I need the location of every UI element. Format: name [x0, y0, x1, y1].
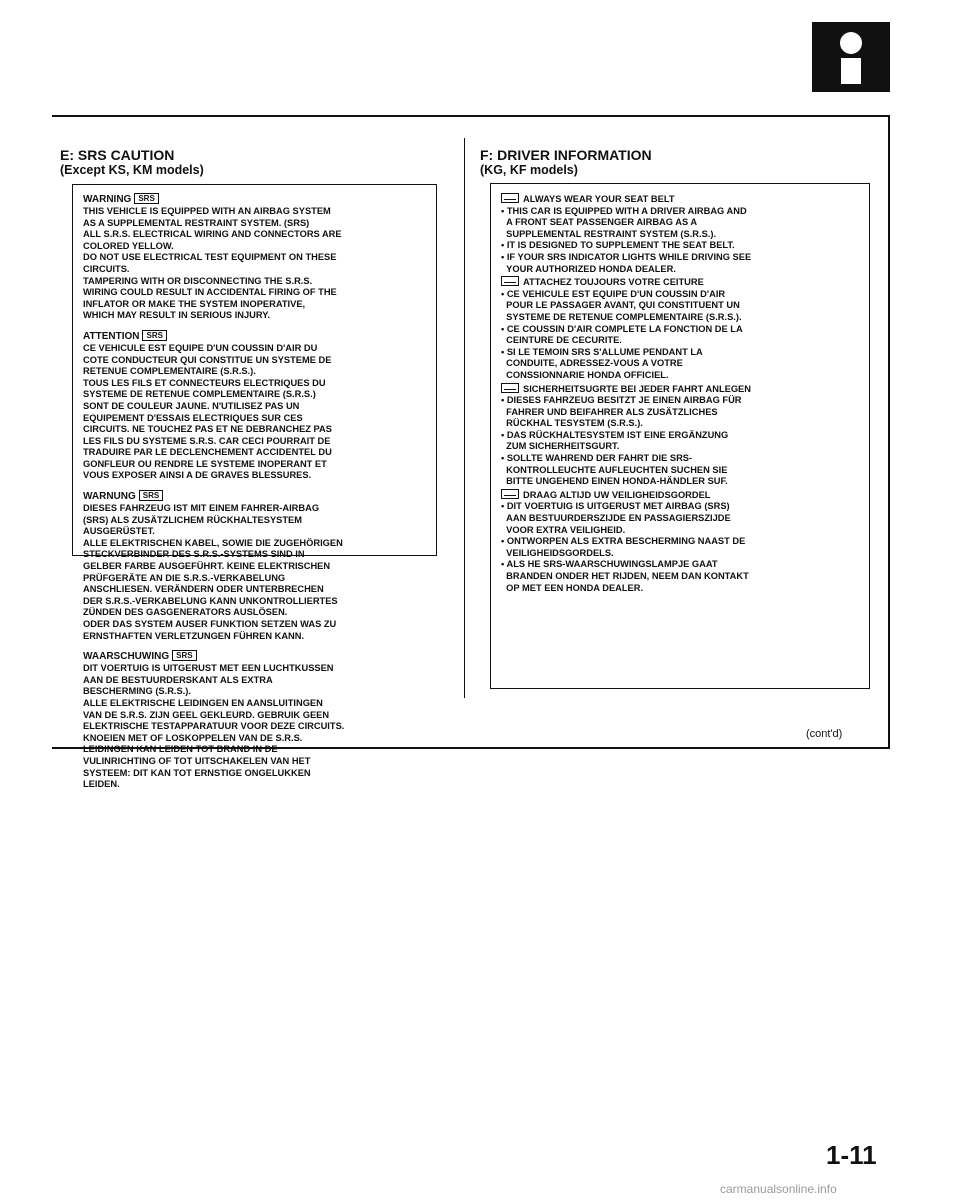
caution-line: STECKVERBINDER DES S.R.S.-SYSTEMS SIND IN	[83, 549, 305, 560]
caution-line: ZÜNDEN DES GASGENERATORS AUSLÖSEN.	[83, 607, 288, 618]
caution-block-title: WARNUNG SRS	[83, 490, 428, 503]
caution-line: BESCHERMING (S.R.S.).	[83, 686, 191, 697]
info-line: KONTROLLEUCHTE AUFLEUCHTEN SUCHEN SIE	[501, 464, 728, 475]
info-line: VOOR EXTRA VEILIGHEID.	[501, 524, 626, 535]
info-line: • CE VEHICULE EST EQUIPE D'UN COUSSIN D'AIR	[501, 288, 726, 299]
caution-line: AS A SUPPLEMENTAL RESTRAINT SYSTEM. (SRS)	[83, 217, 310, 228]
caution-line: ALLE ELEKTRISCHE LEIDINGEN EN AANSLUITINGEN	[83, 697, 323, 708]
info-line: CONDUITE, ADRESSEZ-VOUS A VOTRE	[501, 358, 683, 369]
caution-block-english	[83, 193, 428, 322]
info-line: • IT IS DESIGNED TO SUPPLEMENT THE SEAT BELT.	[501, 240, 735, 251]
caution-block-german	[83, 490, 428, 642]
section-f-heading	[480, 148, 652, 178]
srs-label-icon: SRS	[134, 193, 158, 204]
caution-line: RETENUE COMPLEMENTAIRE (S.R.S.).	[83, 366, 256, 377]
srs-caution-box	[72, 184, 437, 790]
caution-line: WIRING COULD RESULT IN ACCIDENTAL FIRING OF THE	[83, 287, 337, 298]
caution-line: DIT VOERTUIG IS UITGERUST MET EEN LUCHTKUSSEN	[83, 663, 334, 674]
caution-line: ODER DAS SYSTEM AUSER FUNKTION SETZEN WAS ZU	[83, 619, 337, 629]
info-line: • IF YOUR SRS INDICATOR LIGHTS WHILE DRIVING SEE	[501, 251, 752, 262]
info-icon-stem	[841, 58, 861, 84]
info-line: SUPPLEMENTAL RESTRAINT SYSTEM (S.R.S.).	[501, 228, 717, 239]
info-line: • SOLLTE WAHREND DER FAHRT DIE SRS-	[501, 453, 693, 464]
info-line: SYSTEME DE RETENUE COMPLEMENTAIRE (S.R.S.).	[501, 311, 742, 322]
caution-line: WHICH MAY RESULT IN SERIOUS INJURY.	[83, 310, 270, 321]
info-line: YOUR AUTHORIZED HONDA DEALER.	[501, 263, 676, 274]
info-line: FAHRER UND BEIFAHRER ALS ZUSÄTZLICHES	[501, 406, 718, 417]
caution-line: TOUS LES FILS ET CONNECTEURS ELECTRIQUES DU	[83, 377, 326, 388]
info-line: RÜCKHAL TESYSTEM (S.R.S.).	[501, 418, 643, 429]
caution-line: KNOEIEN MET OF LOSKOPPELEN VAN DE S.R.S.	[83, 732, 303, 743]
srs-label-icon: SRS	[172, 650, 196, 661]
info-line: • SI LE TEMOIN SRS S'ALLUME PENDANT LA	[501, 346, 703, 357]
caution-line: ALL S.R.S. ELECTRICAL WIRING AND CONNECTORS ARE	[83, 229, 342, 240]
info-line: • DIT VOERTUIG IS UITGERUST MET AIRBAG (SRS)	[501, 501, 730, 512]
info-group-title: DRAAG ALTIJD UW VEILIGHEIDSGORDEL	[501, 489, 861, 502]
info-line: BITTE UNGEHEND EINEN HONDA-HÄNDLER SUF.	[501, 476, 728, 487]
info-line: CEINTURE DE CECURITE.	[501, 335, 622, 346]
driver-information-box	[490, 183, 870, 689]
info-line: OP MET EEN HONDA DEALER.	[501, 582, 644, 593]
info-line: ZUM SICHERHEITSGURT.	[501, 441, 620, 452]
caution-line: CIRCUITS. NE TOUCHEZ PAS ET NE DEBRANCHEZ PAS	[83, 424, 332, 435]
section-e-subtitle: (Except KS, KM models)	[60, 163, 204, 177]
frame-right-rule	[888, 115, 890, 748]
caution-line: SYSTEME DE RETENUE COMPLEMENTAIRE (S.R.S.)	[83, 389, 316, 400]
section-f-subtitle: (KG, KF models)	[480, 163, 578, 177]
caution-line: PRÜFGERÄTE AN DIE S.R.S.-VERKABELUNG	[83, 572, 286, 583]
caution-line: LEIDINGEN KAN LEIDEN TOT BRAND IN DE	[83, 744, 278, 755]
continued-label: (cont'd)	[806, 728, 843, 740]
info-group-title: ATTACHEZ TOUJOURS VOTRE CEITURE	[501, 276, 861, 289]
caution-line: ALLE ELEKTRISCHEN KABEL, SOWIE DIE ZUGEHÖRIGEN	[83, 537, 343, 548]
section-e-title: E: SRS CAUTION	[60, 147, 175, 163]
caution-line: VULINRICHTING OF TOT UITSCHAKELEN VAN HET	[83, 755, 311, 766]
caution-line: THIS VEHICLE IS EQUIPPED WITH AN AIRBAG SYSTEM	[83, 206, 331, 216]
srs-label-icon: SRS	[142, 330, 166, 341]
caution-line: LES FILS DU SYSTEME S.R.S. CAR CECI POURRAIT DE	[83, 435, 331, 446]
section-e-heading	[60, 148, 204, 178]
caution-line: TAMPERING WITH OR DISCONNECTING THE S.R.S.	[83, 275, 313, 286]
info-line: BRANDEN ONDER HET RIJDEN, NEEM DAN KONTAKT	[501, 571, 749, 581]
caution-line: TRADUIRE PAR LE DECLENCHEMENT ACCIDENTEL DU	[83, 447, 332, 458]
watermark: carmanualsonline.info	[720, 1182, 837, 1196]
caution-block-title: ATTENTION SRS	[83, 330, 428, 343]
caution-line: DER S.R.S.-VERKABELUNG KANN UNKONTROLLIERTES	[83, 595, 338, 606]
caution-line: DO NOT USE ELECTRICAL TEST EQUIPMENT ON THESE	[83, 252, 337, 263]
caution-line: CE VEHICULE EST EQUIPE D'UN COUSSIN D'AIR DU	[83, 342, 318, 353]
caution-line: COTE CONDUCTEUR QUI CONSTITUE UN SYSTEME DE	[83, 354, 332, 365]
srs-airbag-icon	[501, 489, 519, 499]
srs-airbag-icon	[501, 383, 519, 393]
caution-line: CIRCUITS.	[83, 263, 130, 274]
caution-line: ELEKTRISCHE TESTAPPARATUUR VOOR DEZE CIRCUITS.	[83, 721, 345, 732]
info-line: VEILIGHEIDSGORDELS.	[501, 547, 614, 558]
info-group-title: SICHERHEITSUGRTE BEI JEDER FAHRT ANLEGEN	[501, 383, 861, 396]
info-icon	[812, 22, 890, 92]
caution-line: EQUIPEMENT D'ESSAIS ELECTRIQUES SUR CES	[83, 412, 303, 423]
caution-line: VAN DE S.R.S. ZIJN GEEL GEKLEURD. GEBRUIK GEEN	[83, 709, 330, 720]
caution-block-dutch	[83, 650, 428, 791]
caution-line: INFLATOR OR MAKE THE SYSTEM INOPERATIVE,	[83, 298, 306, 309]
frame-top-rule	[52, 115, 890, 117]
srs-label-icon: SRS	[139, 490, 163, 501]
section-f-title: F: DRIVER INFORMATION	[480, 147, 652, 163]
caution-line: ERNSTHAFTEN VERLETZUNGEN FÜHREN KANN.	[83, 630, 305, 641]
info-icon-dot	[840, 32, 862, 54]
info-line: CONSSIONNARIE HONDA OFFICIEL.	[501, 369, 669, 380]
column-divider	[464, 138, 465, 698]
caution-line: AUSGERÜSTET.	[83, 526, 155, 537]
caution-line: ANSCHLIESEN. VERÄNDERN ODER UNTERBRECHEN	[83, 584, 324, 595]
caution-block-title: WARNING SRS	[83, 193, 428, 206]
caution-line: AAN DE BESTUURDERSKANT ALS EXTRA	[83, 674, 273, 685]
info-line: POUR LE PASSAGER AVANT, QUI CONSTITUENT UN	[501, 300, 740, 311]
page-number: 1-11	[826, 1140, 877, 1170]
caution-line: COLORED YELLOW.	[83, 240, 174, 251]
caution-line: SONT DE COULEUR JAUNE. N'UTILISEZ PAS UN	[83, 400, 300, 411]
info-line: • ALS HE SRS-WAARSCHUWINGSLAMPJE GAAT	[501, 559, 718, 570]
info-line: • ONTWORPEN ALS EXTRA BESCHERMING NAAST DE	[501, 536, 746, 547]
info-line: AAN BESTUURDERSZIJDE EN PASSAGIERSZIJDE	[501, 513, 731, 524]
caution-line: VOUS EXPOSER AINSI A DE GRAVES BLESSURES.	[83, 470, 312, 481]
info-line: • DIESES FAHRZEUG BESITZT JE EINEN AIRBAG FÜR	[501, 395, 742, 406]
caution-line: (SRS) ALS ZUSÄTZLICHEM RÜCKHALTESYSTEM	[83, 514, 302, 525]
info-line: • CE COUSSIN D'AIR COMPLETE LA FONCTION DE LA	[501, 323, 743, 334]
caution-line: DIESES FAHRZEUG IST MIT EINEM FAHRER-AIRBAG	[83, 503, 320, 514]
info-line: A FRONT SEAT PASSENGER AIRBAG AS A	[501, 217, 698, 228]
srs-airbag-icon	[501, 276, 519, 286]
caution-block-title: WAARSCHUWING SRS	[83, 650, 428, 663]
info-line: • DAS RÜCKHALTESYSTEM IST EINE ERGÄNZUNG	[501, 429, 729, 440]
caution-block-french	[83, 330, 428, 482]
info-line: • THIS CAR IS EQUIPPED WITH A DRIVER AIRBAG AND	[501, 205, 747, 216]
caution-line: SYSTEEM: DIT KAN TOT ERNSTIGE ONGELUKKEN	[83, 767, 311, 778]
caution-line: GELBER FARBE AUSGEFÜHRT. KEINE ELEKTRISCHEN	[83, 561, 331, 572]
caution-line: GONFLEUR OU RENDRE LE SYSTEME INOPERANT ET	[83, 458, 327, 469]
info-group-title: ALWAYS WEAR YOUR SEAT BELT	[501, 193, 861, 206]
caution-line: LEIDEN.	[83, 779, 120, 790]
srs-airbag-icon	[501, 193, 519, 203]
